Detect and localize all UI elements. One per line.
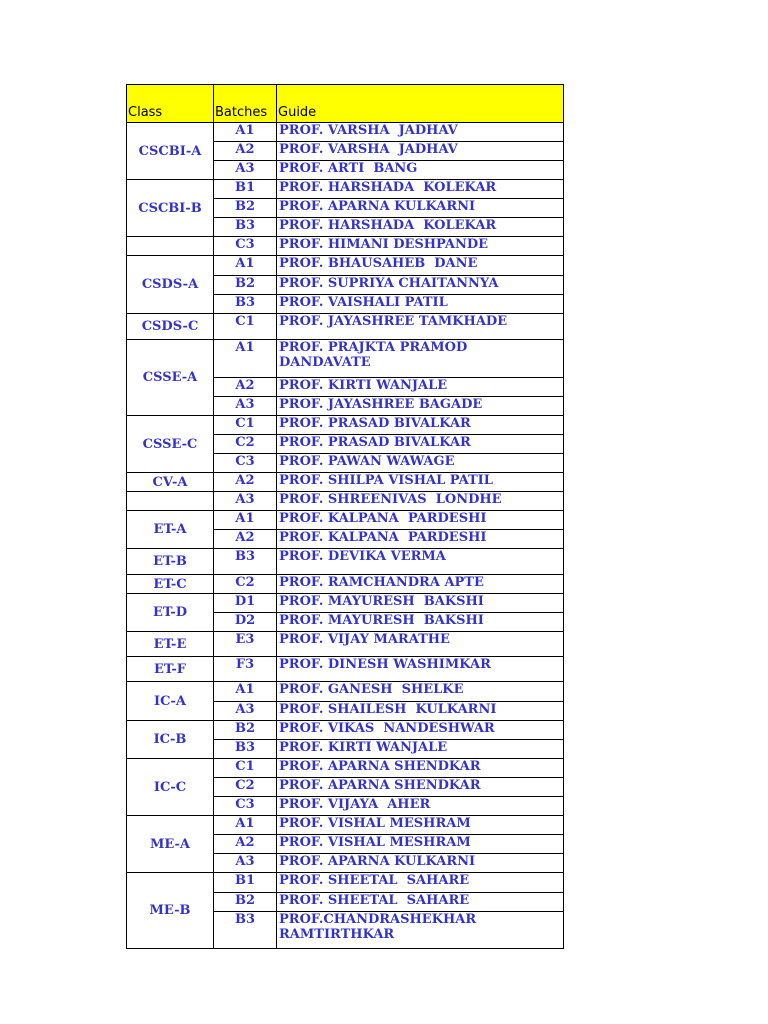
guide-cell: PROF. APARNA SHENDKAR: [277, 759, 564, 778]
table-row: [127, 682, 564, 702]
table-row: [127, 575, 564, 594]
guide-cell: PROF. APARNA KULKARNI: [277, 854, 564, 873]
class-cell: ET-B: [127, 549, 214, 575]
batch-cell: C2: [214, 778, 277, 797]
table-row: [127, 657, 564, 682]
guide-cell: PROF. VARSHA JADHAV: [277, 142, 564, 161]
header-row: [127, 85, 564, 123]
guide-cell: PROF. PAWAN WAWAGE: [277, 454, 564, 473]
guide-cell: PROF. KIRTI WANJALE: [277, 378, 564, 397]
table-row: [127, 180, 564, 199]
class-cell: CSCBI-B: [127, 180, 214, 237]
batch-cell: C3: [214, 237, 277, 256]
class-cell: ET-E: [127, 632, 214, 657]
batch-cell: B3: [214, 549, 277, 575]
guide-cell: PROF. PRASAD BIVALKAR: [277, 435, 564, 454]
batch-cell: A2: [214, 142, 277, 161]
batch-cell: A1: [214, 511, 277, 530]
table-row: [127, 632, 564, 657]
class-cell: IC-C: [127, 759, 214, 816]
batch-cell: B2: [214, 721, 277, 740]
batch-cell: D1: [214, 594, 277, 613]
batch-cell: C2: [214, 435, 277, 454]
table-row: [127, 759, 564, 778]
table-body: [127, 123, 564, 949]
table-row: [127, 123, 564, 142]
batch-cell: A3: [214, 854, 277, 873]
batch-cell: B2: [214, 199, 277, 218]
batch-cell: C1: [214, 759, 277, 778]
guide-cell: PROF. GANESH SHELKE: [277, 682, 564, 702]
table-row: [127, 549, 564, 575]
guide-cell: PROF. HARSHADA KOLEKAR: [277, 180, 564, 199]
guide-cell: PROF. PRASAD BIVALKAR: [277, 416, 564, 435]
guide-cell: PROF. KIRTI WANJALE: [277, 740, 564, 759]
batch-cell: B3: [214, 218, 277, 237]
class-cell: CSCBI-A: [127, 123, 214, 180]
class-cell: CSDS-C: [127, 314, 214, 340]
batch-cell: B3: [214, 295, 277, 314]
class-cell: IC-B: [127, 721, 214, 759]
table-row: [127, 340, 564, 378]
guide-cell: PROF. VISHAL MESHRAM: [277, 816, 564, 835]
batch-cell: A1: [214, 816, 277, 835]
guide-cell: PROF. HIMANI DESHPANDE: [277, 237, 564, 256]
class-cell: ET-D: [127, 594, 214, 632]
batch-cell: B3: [214, 740, 277, 759]
guide-cell: PROF. ARTI BANG: [277, 161, 564, 180]
batches-column-header: Batches: [214, 85, 277, 123]
table-row: [127, 416, 564, 435]
guide-cell: PROF. SHEETAL SAHARE: [277, 873, 564, 893]
class-cell: IC-A: [127, 682, 214, 721]
guide-cell: PROF. SHREENIVAS LONDHE: [277, 492, 564, 511]
batch-cell: A2: [214, 530, 277, 549]
guide-cell: PROF. JAYASHREE BAGADE: [277, 397, 564, 416]
table-row: [127, 511, 564, 530]
guide-cell: PROF. RAMCHANDRA APTE: [277, 575, 564, 594]
guide-cell: PROF. DEVIKA VERMA: [277, 549, 564, 575]
batch-cell: A1: [214, 123, 277, 142]
guide-cell: PROF. PRAJKTA PRAMOD DANDAVATE: [277, 340, 564, 378]
guide-allocation-table: [126, 84, 564, 949]
guide-cell: PROF. KALPANA PARDESHI: [277, 511, 564, 530]
batch-cell: A3: [214, 702, 277, 721]
guide-cell: PROF. SHEETAL SAHARE: [277, 893, 564, 912]
batch-cell: A2: [214, 378, 277, 397]
batch-cell: B3: [214, 912, 277, 949]
batch-cell: A2: [214, 473, 277, 492]
guide-cell: PROF. HARSHADA KOLEKAR: [277, 218, 564, 237]
table-row: [127, 256, 564, 276]
class-cell: ET-F: [127, 657, 214, 682]
batch-cell: A3: [214, 397, 277, 416]
batch-cell: C3: [214, 797, 277, 816]
table-row: [127, 721, 564, 740]
guide-cell: PROF. MAYURESH BAKSHI: [277, 594, 564, 613]
batch-cell: F3: [214, 657, 277, 682]
guide-cell: PROF. SHILPA VISHAL PATIL: [277, 473, 564, 492]
batch-cell: A1: [214, 340, 277, 378]
guide-cell: PROF. KALPANA PARDESHI: [277, 530, 564, 549]
batch-cell: C3: [214, 454, 277, 473]
class-cell: ET-A: [127, 511, 214, 549]
batch-cell: A3: [214, 492, 277, 511]
guide-cell: PROF. VIJAYA AHER: [277, 797, 564, 816]
guide-cell: PROF. MAYURESH BAKSHI: [277, 613, 564, 632]
table-row: [127, 473, 564, 492]
class-cell: [127, 237, 214, 256]
batch-cell: B1: [214, 180, 277, 199]
batch-cell: D2: [214, 613, 277, 632]
table-row: [127, 594, 564, 613]
class-cell: [127, 492, 214, 511]
table-row: [127, 873, 564, 893]
table-row: [127, 314, 564, 340]
class-cell: CSDS-A: [127, 256, 214, 314]
guide-cell: PROF. DINESH WASHIMKAR: [277, 657, 564, 682]
batch-cell: A2: [214, 835, 277, 854]
guide-cell: PROF. SUPRIYA CHAITANNYA: [277, 276, 564, 295]
batch-cell: A1: [214, 256, 277, 276]
guide-cell: PROF. VAISHALI PATIL: [277, 295, 564, 314]
batch-cell: E3: [214, 632, 277, 657]
class-cell: ET-C: [127, 575, 214, 594]
batch-cell: B1: [214, 873, 277, 893]
guide-cell: PROF. APARNA SHENDKAR: [277, 778, 564, 797]
batch-cell: B2: [214, 276, 277, 295]
batch-cell: C1: [214, 416, 277, 435]
guide-cell: PROF. APARNA KULKARNI: [277, 199, 564, 218]
guide-cell: PROF. VISHAL MESHRAM: [277, 835, 564, 854]
batch-cell: C1: [214, 314, 277, 340]
guide-cell: PROF. VIJAY MARATHE: [277, 632, 564, 657]
guide-cell: PROF. VIKAS NANDESHWAR: [277, 721, 564, 740]
guide-cell: PROF. SHAILESH KULKARNI: [277, 702, 564, 721]
table-row: [127, 492, 564, 511]
guide-cell: PROF. BHAUSAHEB DANE: [277, 256, 564, 276]
class-cell: CSSE-C: [127, 416, 214, 473]
batch-cell: C2: [214, 575, 277, 594]
guide-column-header: Guide: [277, 85, 564, 123]
class-cell: CV-A: [127, 473, 214, 492]
batch-cell: A1: [214, 682, 277, 702]
guide-cell: PROF.CHANDRASHEKHAR RAMTIRTHKAR: [277, 912, 564, 949]
class-column-header: Class: [127, 85, 214, 123]
class-cell: CSSE-A: [127, 340, 214, 416]
batch-cell: A3: [214, 161, 277, 180]
class-cell: ME-A: [127, 816, 214, 873]
guide-cell: PROF. VARSHA JADHAV: [277, 123, 564, 142]
table-row: [127, 816, 564, 835]
class-cell: ME-B: [127, 873, 214, 949]
guide-cell: PROF. JAYASHREE TAMKHADE: [277, 314, 564, 340]
batch-cell: B2: [214, 893, 277, 912]
table-row: [127, 237, 564, 256]
